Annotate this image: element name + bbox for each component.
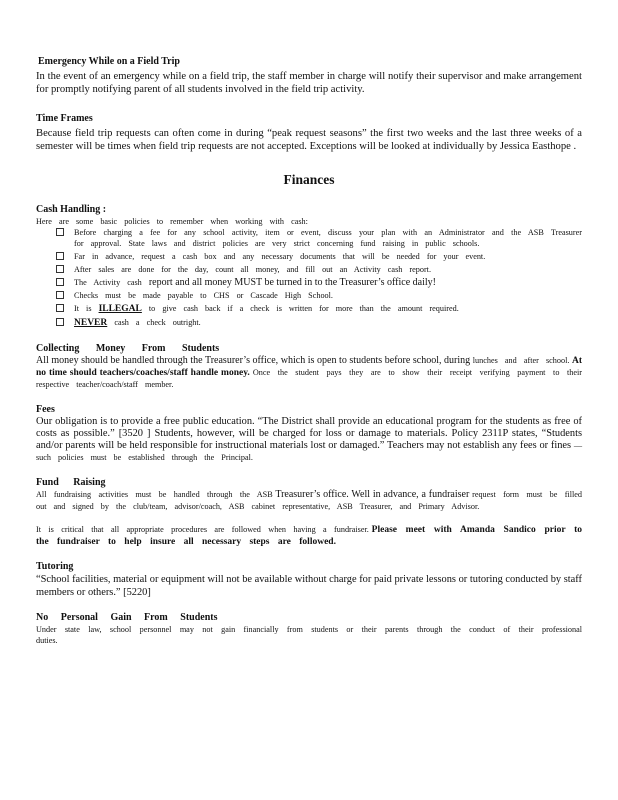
tutoring-text: “School facilities, material or equipment will not be available without charge for paid private lessons or tutoring conducted by staff members or others.” [5220] (36, 574, 582, 598)
section-heading-tutoring: Tutoring (36, 561, 74, 572)
time-frames-text: Because field trip requests can often come in during “peak request seasons” the first two weeks and the last three weeks of a semester will be times when field trip requests are not accepted. Exceptions will be looked at individually by Jessica Easthope . (36, 128, 582, 152)
finances-title: Finances (283, 172, 335, 187)
list-item: The Activity cash report and all money MUST be turned in to the Treasurer’s office daily! (56, 277, 582, 288)
section-heading-emergency: Emergency While on a Field Trip (38, 56, 180, 67)
bullet-icon (56, 228, 64, 236)
bullet-icon (56, 278, 64, 286)
section-heading-no-personal-gain: No Personal Gain From Students (36, 612, 218, 623)
no-personal-gain-text: Under state law, school personnel may not gain financially from students or their parents through the conduct of their professional duties. (36, 625, 582, 645)
cash-policy-list (36, 227, 582, 329)
fees-text: Our obligation is to provide a free public education. “The District shall provide an educational program for the students as free of costs as possible.” [3520 ] Students, however, will be charged for loss or damage to materials. Policy 2311P states, “Students and/or parents will be held responsible for instructional materials lost or damaged.” Teachers may not establish any fees or fines —such policies must be established through the Principal. (36, 416, 582, 462)
bullet-icon (56, 304, 64, 312)
cash-intro: Here are some basic policies to remember when working with cash: (36, 217, 308, 226)
section-heading-time-frames: Time Frames (36, 113, 93, 124)
list-item: After sales are done for the day, count all money, and fill out an Activity cash report. (56, 264, 582, 275)
list-item: It is ILLEGAL to give cash back if a check is written for more than the amount required. (56, 303, 582, 315)
section-heading-fund-raising: Fund Raising (36, 477, 106, 488)
list-item: Far in advance, request a cash box and any necessary documents that will be needed for your event. (56, 251, 582, 262)
list-item: NEVER cash a check outright. (56, 317, 582, 329)
bullet-icon (56, 291, 64, 299)
fund-raising-text: All fundraising activities must be handled through the ASB Treasurer’s office. Well in advance, a fundraiser request form must be filled out and signed by the club/team, advisor/coach, ASB cabinet representative, ASB Treasurer, and Primary Advisor. (36, 489, 583, 511)
bullet-icon (56, 265, 64, 273)
section-heading-fees: Fees (36, 404, 55, 415)
collecting-text: All money should be handled through the Treasurer’s office, which is open to students before school, during lunches and after school. At no time should teachers/coaches/staff handle money. Once the student pays they are to show their receipt verifying payment to their respective teacher/coach/staff member. (36, 355, 583, 389)
bullet-icon (56, 252, 64, 260)
emergency-text: In the event of an emergency while on a field trip, the staff member in charge will notify their supervisor and make arrangement for promptly notifying parent of all students involved in the field trip activity. (36, 71, 582, 95)
fund-raising-procedures-text: It is critical that all appropriate procedures are followed when having a fundraiser. Please meet with Amanda Sandico prior to the fundraiser to help insure all necessary steps are followed. (36, 525, 582, 547)
list-item: Checks must be made payable to CHS or Cascade High School. (56, 290, 582, 301)
list-item: Before charging a fee for any school activity, item or event, discuss your plan with an Administrator and the ASB Treasurer for approval. State laws and district policies are very strict concerning fund raising in public schools. (56, 227, 582, 249)
section-heading-cash-handling: Cash Handling : (36, 204, 107, 215)
bullet-icon (56, 318, 64, 326)
document-page (36, 56, 582, 646)
section-heading-collecting-money: Collecting Money From Students (36, 343, 220, 354)
